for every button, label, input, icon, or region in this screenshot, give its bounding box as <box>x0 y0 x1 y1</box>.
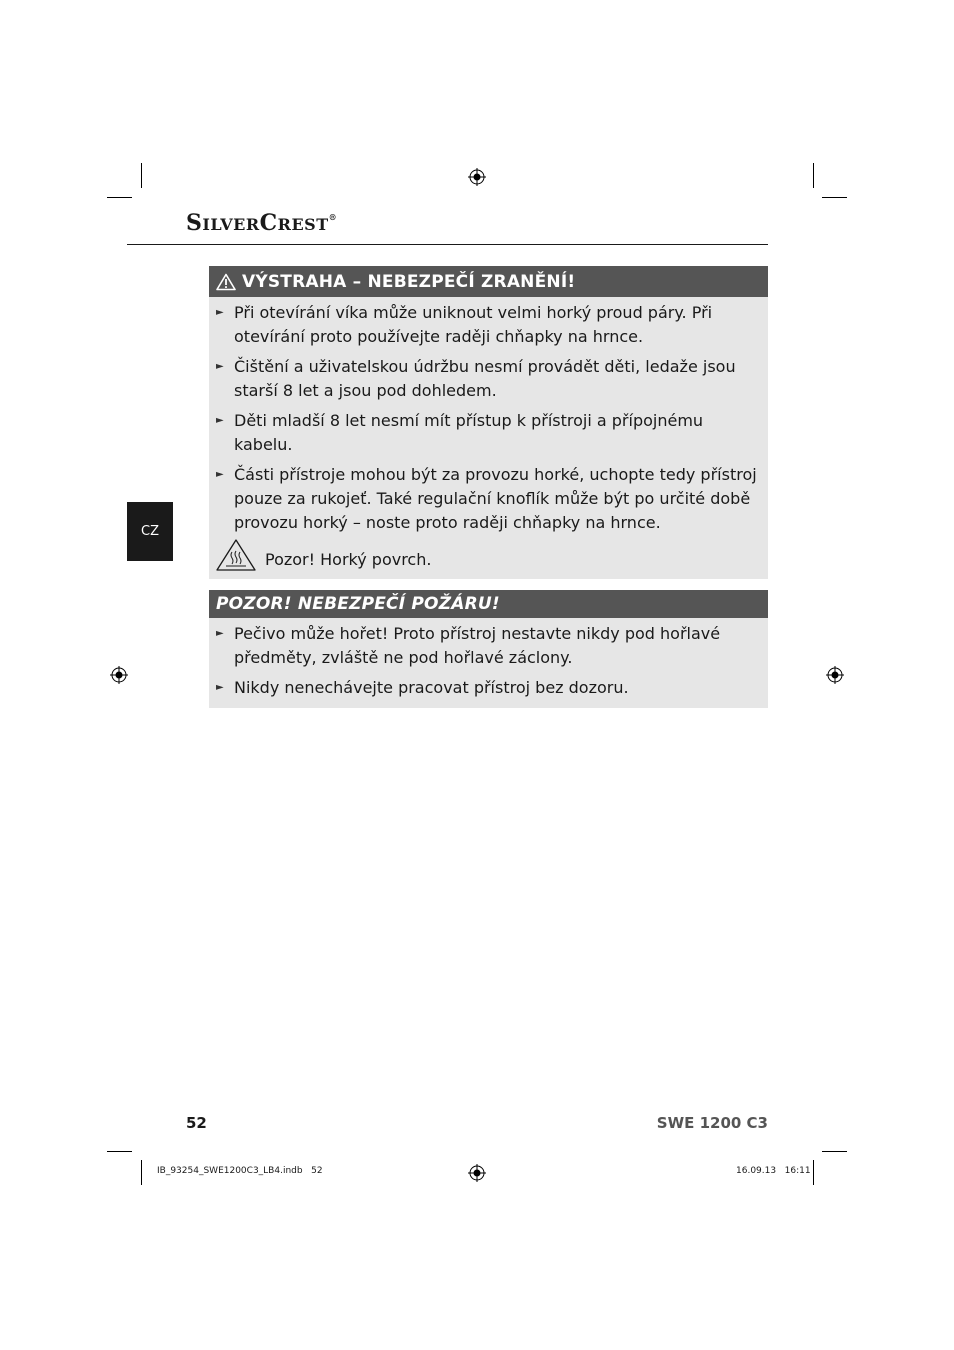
crop-mark <box>822 1151 847 1152</box>
warning-triangle-icon <box>216 273 236 291</box>
crop-mark <box>141 163 142 188</box>
list-item: ► Při otevírání víka může uniknout velmi horký proud páry. Při otevírání proto používejte raději chňapky na hrnce. <box>216 303 713 346</box>
language-tab: CZ <box>127 502 173 561</box>
crop-mark <box>813 1160 814 1185</box>
model-number: SWE 1200 C3 <box>656 1114 768 1132</box>
registration-mark-icon <box>468 1164 486 1182</box>
fire-warning-box <box>209 590 768 708</box>
list-item: ► Děti mladší 8 let nesmí mít přístup k přístroji a přípojnému kabelu. <box>216 411 704 454</box>
hot-surface-icon <box>215 538 257 572</box>
fire-warning-title: POZOR! NEBEZPEČÍ POŽÁRU! <box>216 594 500 614</box>
page-number: 52 <box>186 1114 207 1132</box>
header-rule <box>127 244 768 245</box>
registration-mark-icon <box>468 168 486 186</box>
crop-mark <box>107 1151 132 1152</box>
list-item: ► Části přístroje mohou být za provozu horké, uchopte tedy přístroj pouze za rukojeť. Také regulační knoflík může být po určité době provozu horký – noste proto raději chňapky na hrnce. <box>216 465 757 532</box>
slug-file: IB_93254_SWE1200C3_LB4.indb 52 <box>157 1166 323 1176</box>
warning-header <box>209 266 768 297</box>
list-item: ► Pečivo může hořet! Proto přístroj nestavte nikdy pod hořlavé předměty, zvláště ne pod hořlavé záclony. <box>216 624 721 667</box>
fire-warning-header <box>209 590 768 618</box>
warning-title: VÝSTRAHA – NEBEZPEČÍ ZRANĚNÍ! <box>242 271 576 292</box>
hot-surface-text: Pozor! Horký povrch. <box>265 550 432 569</box>
crop-mark <box>107 197 132 198</box>
registration-mark-icon <box>110 666 128 684</box>
brand-logo: SILVERCREST® <box>186 210 338 236</box>
list-item: ► Čištění a uživatelskou údržbu nesmí provádět děti, ledaže jsou starší 8 let a jsou pod dohledem. <box>216 357 736 400</box>
crop-mark <box>822 197 847 198</box>
list-item: ► Nikdy nenechávejte pracovat přístroj bez dozoru. <box>216 678 629 697</box>
crop-mark <box>813 163 814 188</box>
hot-surface-note <box>215 538 431 572</box>
warning-box <box>209 266 768 579</box>
crop-mark <box>141 1160 142 1185</box>
registration-mark-icon <box>826 666 844 684</box>
slug-date: 16.09.13 16:11 <box>736 1166 811 1176</box>
